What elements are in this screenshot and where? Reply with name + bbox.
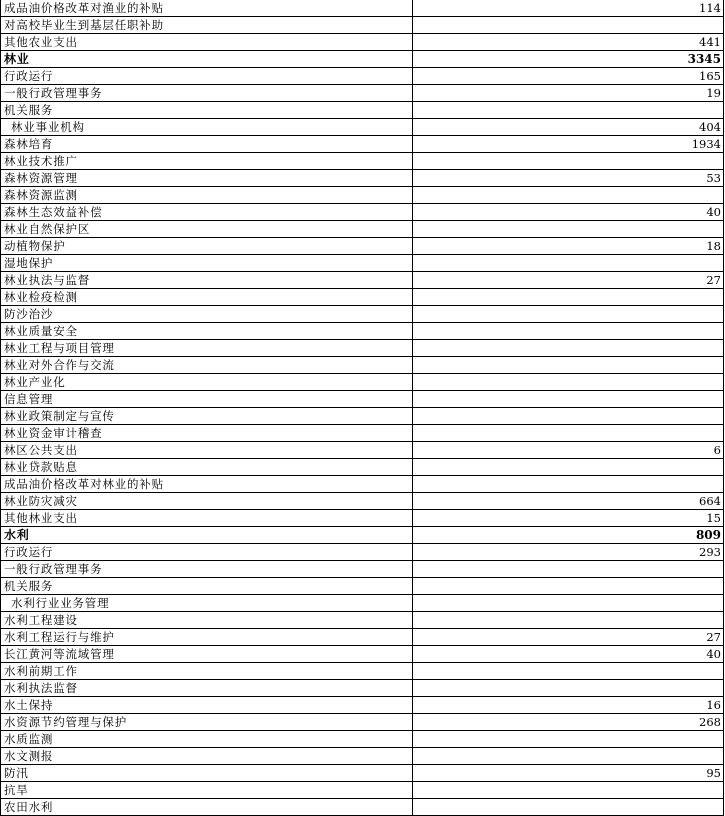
table-row — [1, 612, 724, 629]
amount-cell — [413, 102, 724, 119]
item-name-cell: 林业政策制定与宣传 — [1, 408, 413, 425]
amount-cell — [413, 476, 724, 493]
table-row — [1, 34, 724, 51]
table-row — [1, 510, 724, 527]
amount-cell — [413, 17, 724, 34]
item-name-cell: 信息管理 — [1, 391, 413, 408]
item-name-cell: 行政运行 — [1, 68, 413, 85]
amount-cell — [413, 255, 724, 272]
table-row — [1, 17, 724, 34]
item-name-cell: 林业自然保护区 — [1, 221, 413, 238]
table-row — [1, 408, 724, 425]
table-row — [1, 782, 724, 799]
amount-cell — [413, 561, 724, 578]
item-name-cell: 一般行政管理事务 — [1, 561, 413, 578]
amount-cell — [413, 782, 724, 799]
amount-cell: 1934 — [413, 136, 724, 153]
table-row — [1, 136, 724, 153]
amount-cell — [413, 391, 724, 408]
item-name-cell: 机关服务 — [1, 102, 413, 119]
amount-cell: 441 — [413, 34, 724, 51]
table-row — [1, 340, 724, 357]
amount-cell: 15 — [413, 510, 724, 527]
table-row — [1, 102, 724, 119]
amount-cell — [413, 663, 724, 680]
amount-cell — [413, 799, 724, 816]
table-row — [1, 119, 724, 136]
table-row — [1, 289, 724, 306]
amount-cell — [413, 289, 724, 306]
item-name-cell: 其他林业支出 — [1, 510, 413, 527]
amount-cell: 6 — [413, 442, 724, 459]
amount-cell — [413, 187, 724, 204]
amount-cell: 664 — [413, 493, 724, 510]
amount-cell — [413, 153, 724, 170]
table-row — [1, 153, 724, 170]
table-row — [1, 0, 724, 17]
item-name-cell: 林业执法与监督 — [1, 272, 413, 289]
item-name-cell: 森林资源管理 — [1, 170, 413, 187]
item-name-cell: 水土保持 — [1, 697, 413, 714]
item-name-cell: 行政运行 — [1, 544, 413, 561]
amount-cell — [413, 306, 724, 323]
amount-cell — [413, 374, 724, 391]
table-row — [1, 663, 724, 680]
table-row — [1, 85, 724, 102]
table-row — [1, 255, 724, 272]
amount-cell: 809 — [413, 527, 724, 544]
table-row — [1, 629, 724, 646]
item-name-cell: 林业检疫检测 — [1, 289, 413, 306]
amount-cell — [413, 731, 724, 748]
item-name-cell: 对高校毕业生到基层任职补助 — [1, 17, 413, 34]
item-name-cell: 水质监测 — [1, 731, 413, 748]
item-name-cell: 水利工程运行与维护 — [1, 629, 413, 646]
table-row — [1, 476, 724, 493]
item-name-cell: 森林培育 — [1, 136, 413, 153]
table-row — [1, 697, 724, 714]
item-name-cell: 水利工程建设 — [1, 612, 413, 629]
amount-cell — [413, 680, 724, 697]
item-name-cell: 林业防灾减灾 — [1, 493, 413, 510]
amount-cell — [413, 221, 724, 238]
table-row — [1, 204, 724, 221]
item-name-cell: 湿地保护 — [1, 255, 413, 272]
item-name-cell: 防汛 — [1, 765, 413, 782]
item-name-cell: 林业资金审计稽查 — [1, 425, 413, 442]
table-row — [1, 238, 724, 255]
amount-cell: 53 — [413, 170, 724, 187]
amount-cell — [413, 612, 724, 629]
table-row — [1, 323, 724, 340]
amount-cell: 268 — [413, 714, 724, 731]
amount-cell: 18 — [413, 238, 724, 255]
item-name-cell: 成品油价格改革对林业的补贴 — [1, 476, 413, 493]
item-name-cell: 水资源节约管理与保护 — [1, 714, 413, 731]
table-row — [1, 459, 724, 476]
table-row — [1, 391, 724, 408]
table-row — [1, 187, 724, 204]
item-name-cell: 水利前期工作 — [1, 663, 413, 680]
table-row — [1, 595, 724, 612]
table-row — [1, 493, 724, 510]
amount-cell: 95 — [413, 765, 724, 782]
table-row — [1, 561, 724, 578]
amount-cell — [413, 578, 724, 595]
table-row — [1, 221, 724, 238]
amount-cell: 114 — [413, 0, 724, 17]
amount-cell: 27 — [413, 272, 724, 289]
amount-cell: 3345 — [413, 51, 724, 68]
item-name-cell: 机关服务 — [1, 578, 413, 595]
table-row — [1, 646, 724, 663]
item-name-cell: 林业工程与项目管理 — [1, 340, 413, 357]
amount-cell: 293 — [413, 544, 724, 561]
table-row — [1, 765, 724, 782]
item-name-cell: 水利执法监督 — [1, 680, 413, 697]
table-row — [1, 357, 724, 374]
item-name-cell: 林业产业化 — [1, 374, 413, 391]
amount-cell: 27 — [413, 629, 724, 646]
table-row — [1, 731, 724, 748]
amount-cell — [413, 459, 724, 476]
item-name-cell: 水利 — [1, 527, 413, 544]
amount-cell: 19 — [413, 85, 724, 102]
amount-cell: 165 — [413, 68, 724, 85]
item-name-cell: 成品油价格改革对渔业的补贴 — [1, 0, 413, 17]
amount-cell — [413, 425, 724, 442]
item-name-cell: 林业技术推广 — [1, 153, 413, 170]
item-name-cell: 林业事业机构 — [1, 119, 413, 136]
item-name-cell: 水利行业业务管理 — [1, 595, 413, 612]
amount-cell: 40 — [413, 204, 724, 221]
table-row — [1, 306, 724, 323]
item-name-cell: 农田水利 — [1, 799, 413, 816]
item-name-cell: 其他农业支出 — [1, 34, 413, 51]
item-name-cell: 长江黄河等流域管理 — [1, 646, 413, 663]
table-row — [1, 272, 724, 289]
amount-cell — [413, 357, 724, 374]
amount-cell: 404 — [413, 119, 724, 136]
item-name-cell: 林业贷款贴息 — [1, 459, 413, 476]
amount-cell — [413, 595, 724, 612]
table-row — [1, 51, 724, 68]
item-name-cell: 林业质量安全 — [1, 323, 413, 340]
amount-cell — [413, 408, 724, 425]
table-row — [1, 68, 724, 85]
item-name-cell: 林业 — [1, 51, 413, 68]
table-row — [1, 748, 724, 765]
item-name-cell: 林业对外合作与交流 — [1, 357, 413, 374]
amount-cell: 40 — [413, 646, 724, 663]
amount-cell — [413, 340, 724, 357]
table-row — [1, 374, 724, 391]
table-row — [1, 170, 724, 187]
item-name-cell: 一般行政管理事务 — [1, 85, 413, 102]
table-row — [1, 714, 724, 731]
table-row — [1, 442, 724, 459]
item-name-cell: 动植物保护 — [1, 238, 413, 255]
item-name-cell: 森林资源监测 — [1, 187, 413, 204]
table-row — [1, 544, 724, 561]
table-row — [1, 578, 724, 595]
item-name-cell: 防沙治沙 — [1, 306, 413, 323]
item-name-cell: 抗旱 — [1, 782, 413, 799]
amount-cell: 16 — [413, 697, 724, 714]
table-row — [1, 799, 724, 816]
table-row — [1, 425, 724, 442]
amount-cell — [413, 748, 724, 765]
item-name-cell: 林区公共支出 — [1, 442, 413, 459]
item-name-cell: 森林生态效益补偿 — [1, 204, 413, 221]
table-row — [1, 680, 724, 697]
item-name-cell: 水文测报 — [1, 748, 413, 765]
table-row — [1, 527, 724, 544]
amount-cell — [413, 323, 724, 340]
